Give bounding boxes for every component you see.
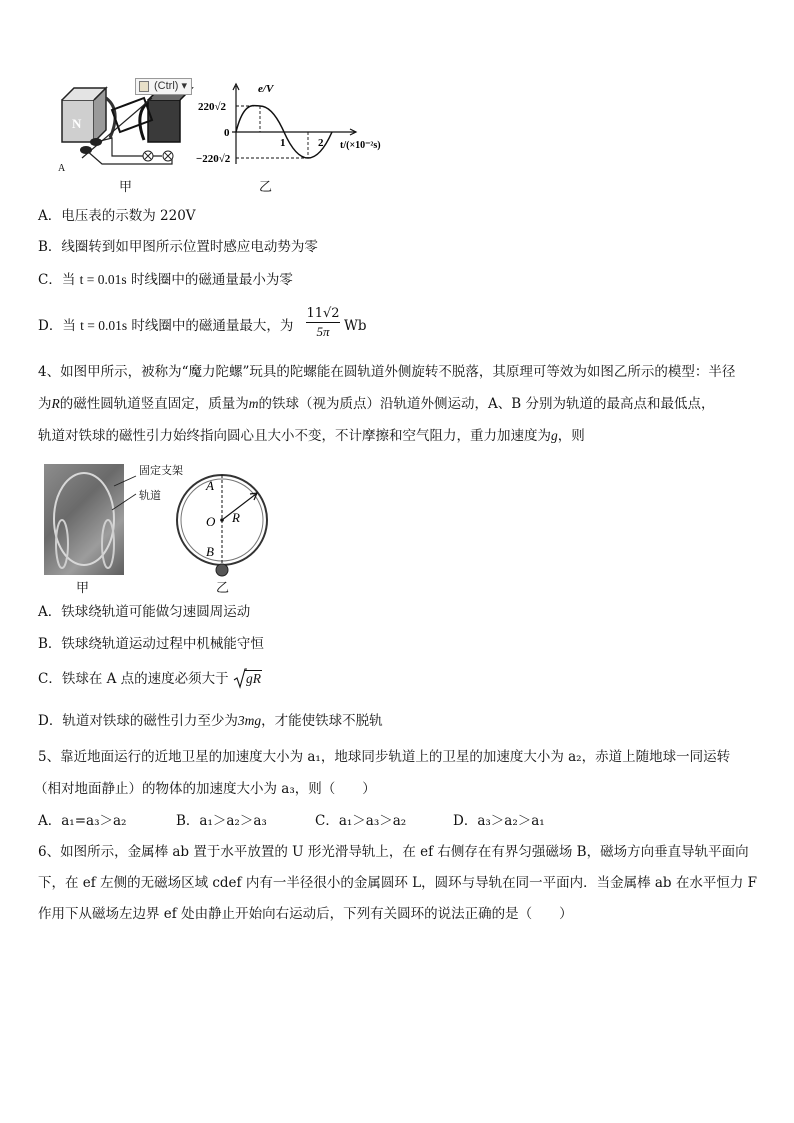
figure-caption-yi: 乙 [259, 180, 273, 195]
q4-option-c [38, 669, 262, 689]
y-axis-label: e/V [258, 83, 274, 95]
q4-symbol-m: m [248, 396, 259, 411]
y-tick-bottom: −220√2 [196, 153, 231, 165]
figure-caption-jia: 甲 [119, 180, 133, 195]
q6-stem-line3: 作用下从磁场左边界 ef 处由静止开始向右运动后，下列有关圆环的说法正确的是（ ） [38, 906, 573, 922]
paste-options-button[interactable] [135, 78, 192, 95]
q3-option-a: A．电压表的示数为 220V [38, 208, 196, 224]
q3-option-c [38, 270, 293, 290]
q4-line2-b: 的磁性圆轨道竖直固定，质量为 [59, 396, 249, 412]
q5-option-a: A．a₁=a₃＞a₂ [38, 813, 127, 829]
clipboard-icon [139, 81, 149, 92]
x-tick-1: 1 [280, 137, 286, 149]
q3-option-c-prefix: C．当 [38, 272, 76, 288]
q4-line3-a: 轨道对铁球的磁性引力始终指向圆心且大小不变，不计摩擦和空气阻力，重力加速度为 [38, 428, 551, 444]
q4-symbol-g: g [551, 428, 558, 443]
q3-d-fraction [306, 305, 340, 340]
q5-option-c: C．a₁＞a₃＞a₂ [315, 813, 407, 829]
x-tick-2: 2 [318, 137, 324, 149]
q6-stem-line1: 6、如图所示，金属棒 ab 置于水平放置的 U 形光滑导轨上，在 ef 右侧存在有界匀强磁场 B，磁场方向垂直导轨平面向 [38, 844, 749, 860]
q4-symbol-r: R [51, 396, 60, 411]
q4-option-a: A．铁球绕轨道可能做匀速圆周运动 [38, 604, 251, 620]
q4-stem-line3 [38, 426, 585, 446]
q4-option-d-suffix: ，才能使铁球不脱轨 [261, 713, 383, 729]
q5-stem-line1: 5、靠近地面运行的近地卫星的加速度大小为 a₁，地球同步轨道上的卫星的加速度大小为 a₂，赤道上随地球一同运转 [38, 749, 731, 765]
label-fixed-support: 固定支架 [139, 464, 183, 477]
q3-option-d-formula: t = 0.01s [80, 318, 128, 333]
q4-option-c-prefix: C．铁球在 A 点的速度必须大于 [38, 671, 229, 687]
q6-stem-line2: 下，在 ef 左侧的无磁场区域 cdef 内有一半径很小的金属圆环 L，圆环与导轨在同一平面内．当金属棒 ab 在水平恒力 F [38, 875, 758, 891]
q4-option-d-prefix: D．轨道对铁球的磁性引力至少为 [38, 713, 238, 729]
q4-caption-jia: 甲 [76, 581, 90, 596]
y-tick-top: 220√2 [198, 101, 227, 113]
q3-d-unit: Wb [344, 318, 367, 334]
sqrt-gr-radicand: gR [245, 671, 261, 686]
paste-options-label: (Ctrl) [154, 80, 179, 92]
q3-option-c-formula: t = 0.01s [79, 272, 127, 287]
q3-option-b: B．线圈转到如甲图所示位置时感应电动势为零 [38, 239, 318, 255]
label-a: A [58, 163, 66, 172]
q3-d-fraction-denominator: 5π [316, 324, 330, 339]
point-b-label: B [206, 544, 214, 559]
x-axis-label: t/(×10⁻²s) [340, 140, 381, 151]
q5-option-b: B．a₁＞a₂＞a₃ [176, 813, 267, 829]
emf-graph [196, 80, 396, 168]
q4-line2-c: 的铁球（视为质点）沿轨道外侧运动，A、B 分别为轨道的最高点和最低点， [258, 396, 715, 412]
circular-track-diagram [170, 470, 280, 580]
q5-stem-line2: （相对地面静止）的物体的加速度大小为 a₃，则（ ） [34, 781, 376, 797]
q3-option-c-suffix: 时线圈中的磁通量最小为零 [130, 272, 293, 288]
label-track: 轨道 [139, 489, 161, 502]
q4-option-b: B．铁球绕轨道运动过程中机械能守恒 [38, 636, 264, 652]
q3-option-d-prefix: D．当 [38, 318, 76, 334]
q4-caption-yi: 乙 [216, 581, 230, 596]
sqrt-gr [233, 669, 262, 689]
q4-option-d-formula: 3mg [237, 713, 262, 728]
q4-line3-b: ，则 [557, 428, 585, 444]
q4-stem-line1: 4、如图甲所示，被称为“魔力陀螺”玩具的陀螺能在圆轨道外侧旋转不脱落，其原理可等效为如图乙所示的模型：半径 [38, 364, 736, 380]
sqrt-sign-icon [233, 668, 247, 690]
q3-option-d-suffix: 时线圈中的磁通量最大，为 [131, 318, 294, 334]
point-a-label: A [206, 478, 214, 493]
q4-stem-line2 [38, 394, 714, 414]
q5-option-d: D．a₃＞a₂＞a₁ [453, 813, 545, 829]
q4-line2-a: 为 [38, 396, 52, 412]
chevron-down-icon: ▾ [178, 80, 188, 92]
center-o-label: O [206, 514, 216, 529]
q3-option-d [38, 316, 293, 336]
magnet-n-label: N [72, 116, 82, 131]
q3-d-fraction-numerator: 11√2 [306, 306, 340, 321]
radius-r-label: R [232, 510, 240, 525]
q4-option-d [38, 711, 383, 731]
y-tick-zero: 0 [224, 127, 230, 139]
